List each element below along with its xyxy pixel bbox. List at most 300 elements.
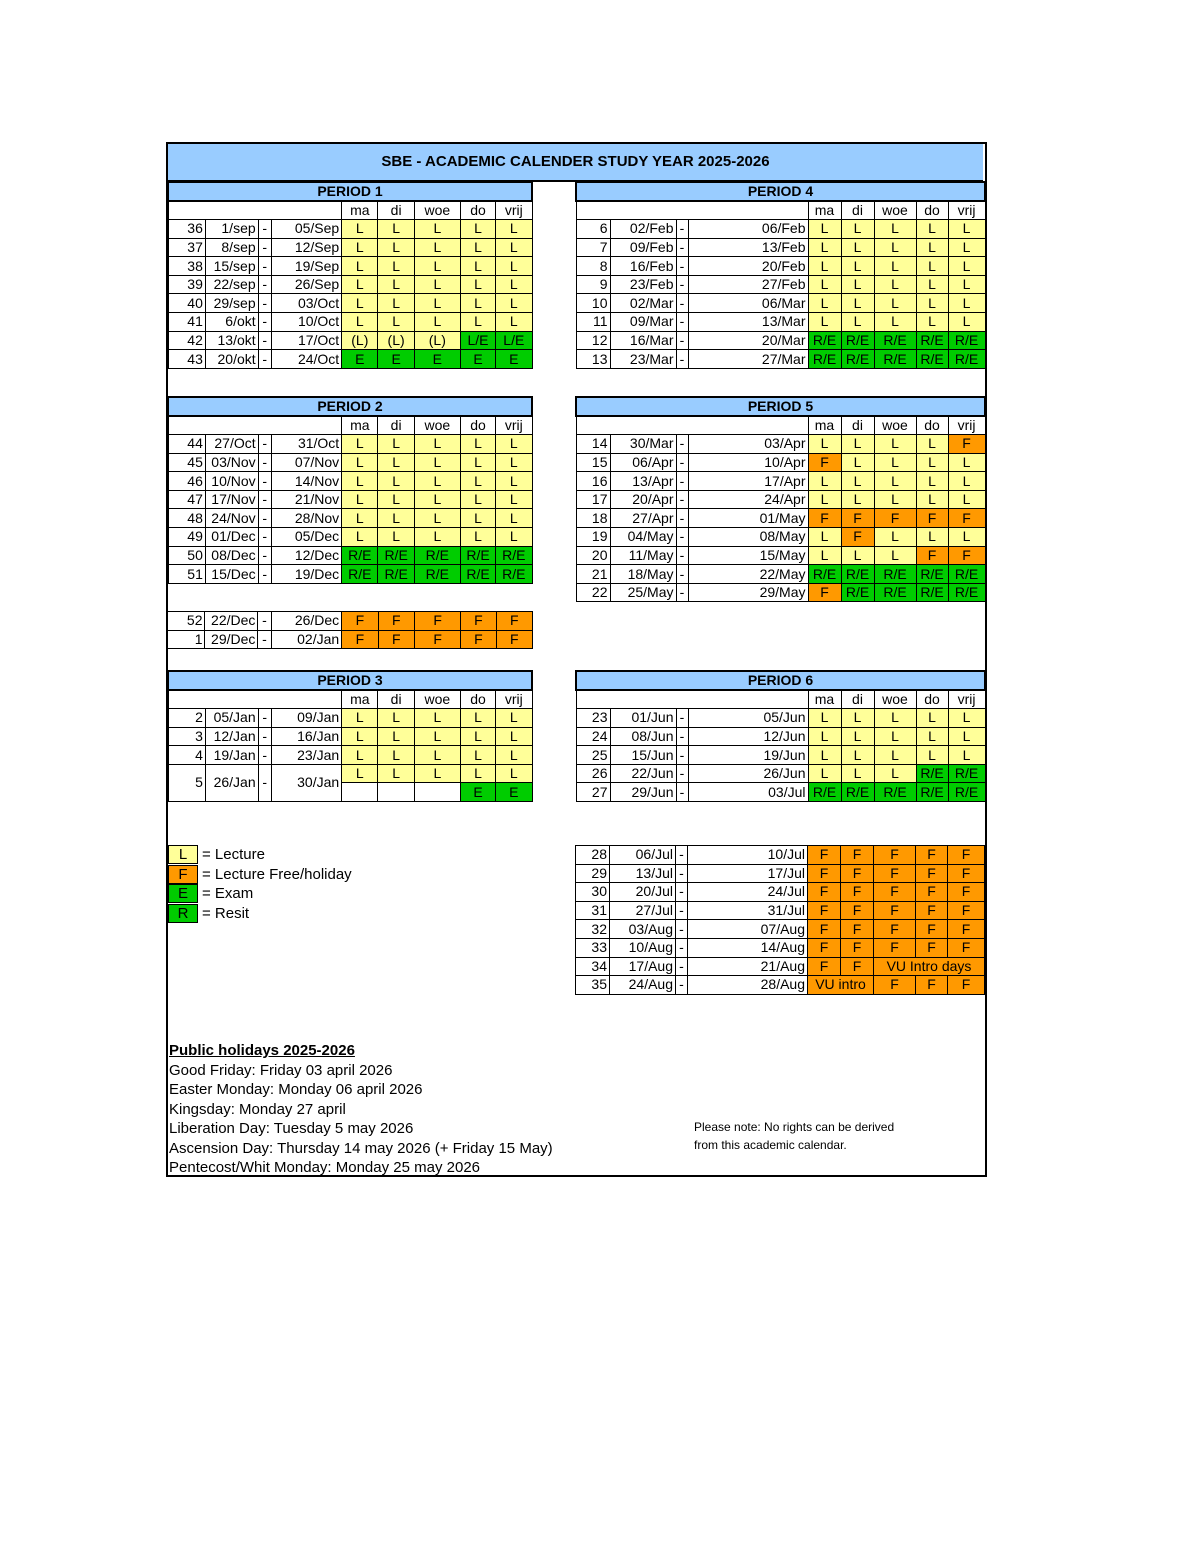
day-cell: F: [874, 846, 916, 865]
day-cell: R/E: [841, 583, 874, 602]
day-cell: L: [414, 764, 460, 783]
legend-label: = Lecture Free/holiday: [202, 865, 352, 883]
day-cell: R/E: [948, 565, 985, 584]
day-cell: L: [414, 746, 460, 765]
day-cell: L: [378, 313, 414, 332]
day-cell: L: [414, 709, 460, 728]
day-cell: L: [414, 313, 460, 332]
day-cell: L: [948, 709, 985, 728]
day-cell: F: [916, 509, 948, 528]
day-cell: L: [342, 528, 378, 547]
day-cell: L: [496, 472, 532, 491]
week-end-date: 31/Jul: [688, 901, 808, 920]
day-cell: R/E: [948, 331, 985, 350]
day-cell: L: [414, 453, 460, 472]
week-number: 6: [576, 220, 610, 239]
day-cell: L: [342, 435, 378, 454]
day-cell: L: [414, 727, 460, 746]
day-cell: L: [841, 238, 874, 257]
day-header-spacer: [576, 690, 808, 709]
week-number: 25: [576, 746, 610, 765]
day-cell: L: [874, 764, 916, 783]
day-cell: VU intro: [808, 976, 874, 995]
period-header-row: [168, 671, 532, 690]
day-header: vrij: [948, 690, 985, 709]
week-row: [168, 435, 532, 454]
week-row: [576, 938, 985, 957]
day-cell: L: [460, 257, 495, 276]
week-start-date: 17/Nov: [205, 490, 258, 509]
day-cell: F: [841, 957, 874, 976]
day-cell: L: [874, 490, 916, 509]
week-number: 16: [576, 472, 610, 491]
period-header: PERIOD 3: [168, 671, 532, 690]
day-cell: F: [948, 976, 985, 995]
day-cell: L: [916, 727, 948, 746]
week-number: 48: [168, 509, 205, 528]
day-header: di: [841, 416, 874, 435]
day-header: vrij: [496, 201, 532, 220]
date-separator: -: [258, 331, 271, 350]
week-number: 36: [168, 220, 205, 239]
holiday-item: Liberation Day: Tuesday 5 may 2026: [169, 1120, 414, 1137]
week-start-date: 24/Aug: [610, 976, 676, 995]
date-separator: -: [676, 220, 688, 239]
day-header: ma: [342, 201, 378, 220]
day-cell: L: [496, 528, 532, 547]
day-cell: F: [808, 901, 841, 920]
day-cell: L: [808, 746, 841, 765]
day-cell: L: [808, 490, 841, 509]
day-header-spacer: [168, 690, 342, 709]
week-end-date: 19/Sep: [271, 257, 341, 276]
week-end-date: 27/Mar: [688, 350, 808, 369]
day-cell: F: [916, 901, 948, 920]
day-cell: R/E: [841, 783, 874, 802]
day-cell: R/E: [948, 764, 985, 783]
holiday-item: Good Friday: Friday 03 april 2026: [169, 1061, 393, 1079]
day-cell: L: [342, 764, 378, 783]
week-end-date: 19/Jun: [688, 746, 808, 765]
day-cell: L: [874, 275, 916, 294]
day-cell: L: [414, 238, 460, 257]
day-cell: F: [916, 546, 948, 565]
day-cell: R/E: [874, 331, 916, 350]
week-number: 10: [576, 294, 610, 313]
week-number: 39: [168, 275, 205, 294]
day-cell: R/E: [496, 565, 532, 584]
day-cell: F: [874, 883, 916, 902]
week-end-date: 16/Jan: [271, 727, 341, 746]
legend-item: [168, 884, 253, 904]
week-end-date: 10/Apr: [688, 453, 808, 472]
week-number: 40: [168, 294, 205, 313]
day-cell: F: [841, 901, 874, 920]
day-cell: L: [841, 472, 874, 491]
week-row: [168, 238, 532, 257]
date-separator: -: [258, 565, 271, 584]
week-end-date: 26/Jun: [688, 764, 808, 783]
week-start-date: 13/okt: [205, 331, 258, 350]
date-separator: -: [258, 764, 271, 801]
day-cell: F: [461, 612, 496, 631]
week-start-date: 04/May: [610, 528, 676, 547]
day-cell: L: [496, 220, 532, 239]
day-cell: F: [916, 846, 948, 865]
day-cell: L: [414, 472, 460, 491]
day-cell: L: [378, 727, 414, 746]
week-row: [576, 490, 985, 509]
day-cell: L: [841, 709, 874, 728]
day-cell: E: [496, 783, 532, 802]
date-separator: -: [676, 509, 688, 528]
day-header: vrij: [948, 201, 985, 220]
day-cell: L: [460, 727, 495, 746]
period-header-row: [576, 182, 985, 201]
day-cell: L: [496, 275, 532, 294]
day-cell: R/E: [414, 546, 460, 565]
week-start-date: 29/Dec: [205, 630, 258, 649]
day-cell: R/E: [841, 350, 874, 369]
period-1-table: [167, 181, 533, 369]
week-row: [576, 709, 985, 728]
day-cell: L: [874, 220, 916, 239]
week-number: 8: [576, 257, 610, 276]
day-cell: F: [841, 938, 874, 957]
week-number: 52: [168, 612, 205, 631]
day-cell: VU Intro days: [874, 957, 985, 976]
day-cell: F: [916, 976, 948, 995]
week-row: [576, 509, 985, 528]
day-cell: L: [378, 220, 414, 239]
week-number: 21: [576, 565, 610, 584]
day-cell: R/E: [948, 350, 985, 369]
day-cell: F: [874, 938, 916, 957]
day-cell: L: [841, 435, 874, 454]
week-start-date: 13/Jul: [610, 864, 676, 883]
day-cell: L: [460, 764, 495, 783]
day-cell: F: [841, 864, 874, 883]
day-cell: L: [496, 709, 532, 728]
week-start-date: 20/Apr: [610, 490, 676, 509]
week-start-date: 20/okt: [205, 350, 258, 369]
period-6-table: [575, 670, 984, 802]
day-cell: F: [948, 901, 985, 920]
day-cell: L: [342, 220, 378, 239]
date-separator: -: [676, 938, 688, 957]
date-separator: -: [258, 472, 271, 491]
week-row: [576, 764, 985, 783]
day-cell: L: [874, 546, 916, 565]
week-row: [576, 257, 985, 276]
day-cell: L: [916, 528, 948, 547]
week-end-date: 13/Feb: [688, 238, 808, 257]
period-header: PERIOD 2: [168, 397, 532, 416]
week-end-date: 28/Aug: [688, 976, 808, 995]
day-cell: F: [874, 920, 916, 939]
date-separator: -: [676, 883, 688, 902]
week-number: 18: [576, 509, 610, 528]
week-number: 1: [168, 630, 205, 649]
day-cell: L: [342, 275, 378, 294]
week-number: 20: [576, 546, 610, 565]
day-cell: F: [948, 435, 985, 454]
day-cell: L: [874, 257, 916, 276]
week-number: 13: [576, 350, 610, 369]
date-separator: -: [676, 783, 688, 802]
week-start-date: 22/Dec: [205, 612, 258, 631]
day-cell: L: [496, 435, 532, 454]
day-cell: L: [916, 709, 948, 728]
week-row: [576, 920, 985, 939]
date-separator: -: [258, 709, 271, 728]
week-end-date: 05/Sep: [271, 220, 341, 239]
day-cell: F: [496, 612, 532, 631]
day-cell: L: [414, 435, 460, 454]
day-cell: L: [342, 453, 378, 472]
week-number: 24: [576, 727, 610, 746]
period-header: PERIOD 4: [576, 182, 985, 201]
date-separator: -: [676, 709, 688, 728]
day-cell: R/E: [916, 783, 948, 802]
week-start-date: 15/Dec: [205, 565, 258, 584]
day-cell: F: [874, 864, 916, 883]
day-header: vrij: [496, 690, 532, 709]
date-separator: -: [676, 490, 688, 509]
date-separator: -: [676, 746, 688, 765]
week-end-date: 27/Feb: [688, 275, 808, 294]
day-cell: L: [874, 709, 916, 728]
day-cell: L: [808, 238, 841, 257]
day-cell: L: [342, 709, 378, 728]
day-cell: L: [948, 275, 985, 294]
week-end-date: 03/Jul: [688, 783, 808, 802]
week-row: [168, 727, 532, 746]
week-end-date: 21/Nov: [271, 490, 341, 509]
day-cell: L: [496, 238, 532, 257]
week-start-date: 01/Dec: [205, 528, 258, 547]
day-cell: L: [948, 472, 985, 491]
week-number: 22: [576, 583, 610, 602]
week-start-date: 05/Jan: [205, 709, 258, 728]
week-end-date: 13/Mar: [688, 313, 808, 332]
week-row: [576, 435, 985, 454]
day-cell: R/E: [916, 331, 948, 350]
week-end-date: 10/Oct: [271, 313, 341, 332]
day-cell: L: [378, 709, 414, 728]
week-row: [576, 976, 985, 995]
period-header-row: [576, 397, 985, 416]
day-header-row: [576, 690, 985, 709]
day-cell: R/E: [948, 783, 985, 802]
day-cell: L: [378, 528, 414, 547]
day-cell: F: [808, 453, 841, 472]
week-start-date: 23/Feb: [610, 275, 676, 294]
day-cell: R/E: [874, 783, 916, 802]
day-cell: L: [378, 472, 414, 491]
week-end-date: 07/Aug: [688, 920, 808, 939]
day-cell: L: [948, 238, 985, 257]
date-separator: -: [676, 764, 688, 783]
legend-swatch: R: [168, 904, 198, 923]
week-end-date: 22/May: [688, 565, 808, 584]
week-number: 29: [576, 864, 610, 883]
day-cell: F: [342, 630, 378, 649]
day-header: do: [460, 416, 495, 435]
week-row: [576, 331, 985, 350]
day-cell: F: [808, 846, 841, 865]
date-separator: -: [258, 350, 271, 369]
day-cell: L: [342, 313, 378, 332]
day-cell: F: [948, 846, 985, 865]
day-cell: L: [841, 275, 874, 294]
day-cell: R/E: [378, 546, 414, 565]
week-row: [576, 453, 985, 472]
period-header: PERIOD 5: [576, 397, 985, 416]
day-cell: L/E: [496, 331, 532, 350]
week-row: [576, 546, 985, 565]
day-cell: L: [808, 727, 841, 746]
date-separator: -: [258, 630, 271, 649]
day-cell: L: [414, 528, 460, 547]
page-title: SBE - ACADEMIC CALENDER STUDY YEAR 2025-2026: [168, 144, 983, 182]
week-row: [168, 472, 532, 491]
holiday-item: Kingsday: Monday 27 april: [169, 1100, 346, 1118]
day-header: woe: [874, 690, 916, 709]
week-number: 4: [168, 746, 205, 765]
week-number: 27: [576, 783, 610, 802]
week-row: [576, 846, 985, 865]
week-number: 3: [168, 727, 205, 746]
date-separator: -: [676, 976, 688, 995]
day-cell: R/E: [916, 565, 948, 584]
day-cell: F: [808, 957, 841, 976]
day-cell: L: [496, 490, 532, 509]
week-number: 17: [576, 490, 610, 509]
day-cell: L: [808, 546, 841, 565]
day-cell: L: [808, 764, 841, 783]
week-number: 41: [168, 313, 205, 332]
day-cell: L: [916, 490, 948, 509]
day-cell: L: [948, 528, 985, 547]
day-cell: L: [496, 764, 532, 783]
day-cell: L: [496, 509, 532, 528]
day-cell: L: [342, 490, 378, 509]
day-cell: R/E: [874, 583, 916, 602]
week-end-date: 05/Jun: [688, 709, 808, 728]
date-separator: -: [258, 528, 271, 547]
week-start-date: 8/sep: [205, 238, 258, 257]
day-header: woe: [874, 416, 916, 435]
date-separator: -: [676, 435, 688, 454]
day-cell: L: [948, 220, 985, 239]
period-header-row: [168, 397, 532, 416]
day-cell: R/E: [460, 546, 495, 565]
day-cell: L: [841, 727, 874, 746]
day-cell: L: [460, 435, 495, 454]
day-cell: F: [916, 938, 948, 957]
day-cell: L: [460, 275, 495, 294]
day-cell: L: [874, 528, 916, 547]
week-row: [576, 565, 985, 584]
day-header: do: [916, 690, 948, 709]
week-row: [168, 350, 532, 369]
day-header-spacer: [576, 416, 808, 435]
day-cell: L: [378, 238, 414, 257]
holiday-item: Easter Monday: Monday 06 april 2026: [169, 1081, 423, 1098]
holiday-item: Ascension Day: Thursday 14 may 2026 (+ Friday 15 May): [169, 1139, 553, 1157]
day-cell: L: [808, 472, 841, 491]
day-cell: R/E: [841, 565, 874, 584]
week-end-date: 31/Oct: [271, 435, 341, 454]
day-cell: L: [460, 220, 495, 239]
day-cell: L: [916, 257, 948, 276]
week-end-date: 15/May: [688, 546, 808, 565]
day-cell: L: [460, 238, 495, 257]
week-start-date: 22/Jun: [610, 764, 676, 783]
day-header: di: [841, 201, 874, 220]
week-row: [576, 746, 985, 765]
day-cell: R/E: [916, 583, 948, 602]
day-cell: L: [874, 238, 916, 257]
day-cell: L: [496, 746, 532, 765]
week-row: [576, 220, 985, 239]
day-header: woe: [414, 201, 460, 220]
date-separator: -: [258, 490, 271, 509]
week-start-date: 29/sep: [205, 294, 258, 313]
day-cell: L: [874, 472, 916, 491]
week-start-date: 02/Mar: [610, 294, 676, 313]
week-row: [576, 528, 985, 547]
day-cell: L: [378, 435, 414, 454]
day-header: ma: [808, 201, 841, 220]
date-separator: -: [676, 920, 688, 939]
day-header: woe: [414, 690, 460, 709]
week-number: 15: [576, 453, 610, 472]
day-cell: F: [948, 883, 985, 902]
week-number: 42: [168, 331, 205, 350]
week-start-date: 16/Mar: [610, 331, 676, 350]
day-cell: F: [948, 864, 985, 883]
date-separator: -: [676, 565, 688, 584]
day-cell: L: [342, 727, 378, 746]
day-cell: L: [948, 746, 985, 765]
day-cell: L: [342, 472, 378, 491]
day-cell: R/E: [342, 546, 378, 565]
week-end-date: 12/Dec: [271, 546, 341, 565]
week-number: 14: [576, 435, 610, 454]
week-start-date: 10/Aug: [610, 938, 676, 957]
date-separator: -: [258, 238, 271, 257]
week-start-date: 15/Jun: [610, 746, 676, 765]
day-cell: F: [948, 546, 985, 565]
day-cell: F: [916, 864, 948, 883]
week-end-date: 03/Oct: [271, 294, 341, 313]
date-separator: -: [676, 257, 688, 276]
day-cell: L: [948, 294, 985, 313]
day-cell: L: [342, 294, 378, 313]
day-header: ma: [342, 416, 378, 435]
week-start-date: 24/Nov: [205, 509, 258, 528]
week-row: [168, 490, 532, 509]
day-cell: R/E: [808, 783, 841, 802]
day-header-row: [168, 690, 532, 709]
day-header-row: [168, 416, 532, 435]
day-header-row: [576, 201, 985, 220]
legend-swatch: E: [168, 884, 198, 903]
day-cell: L: [460, 453, 495, 472]
day-header: ma: [808, 690, 841, 709]
